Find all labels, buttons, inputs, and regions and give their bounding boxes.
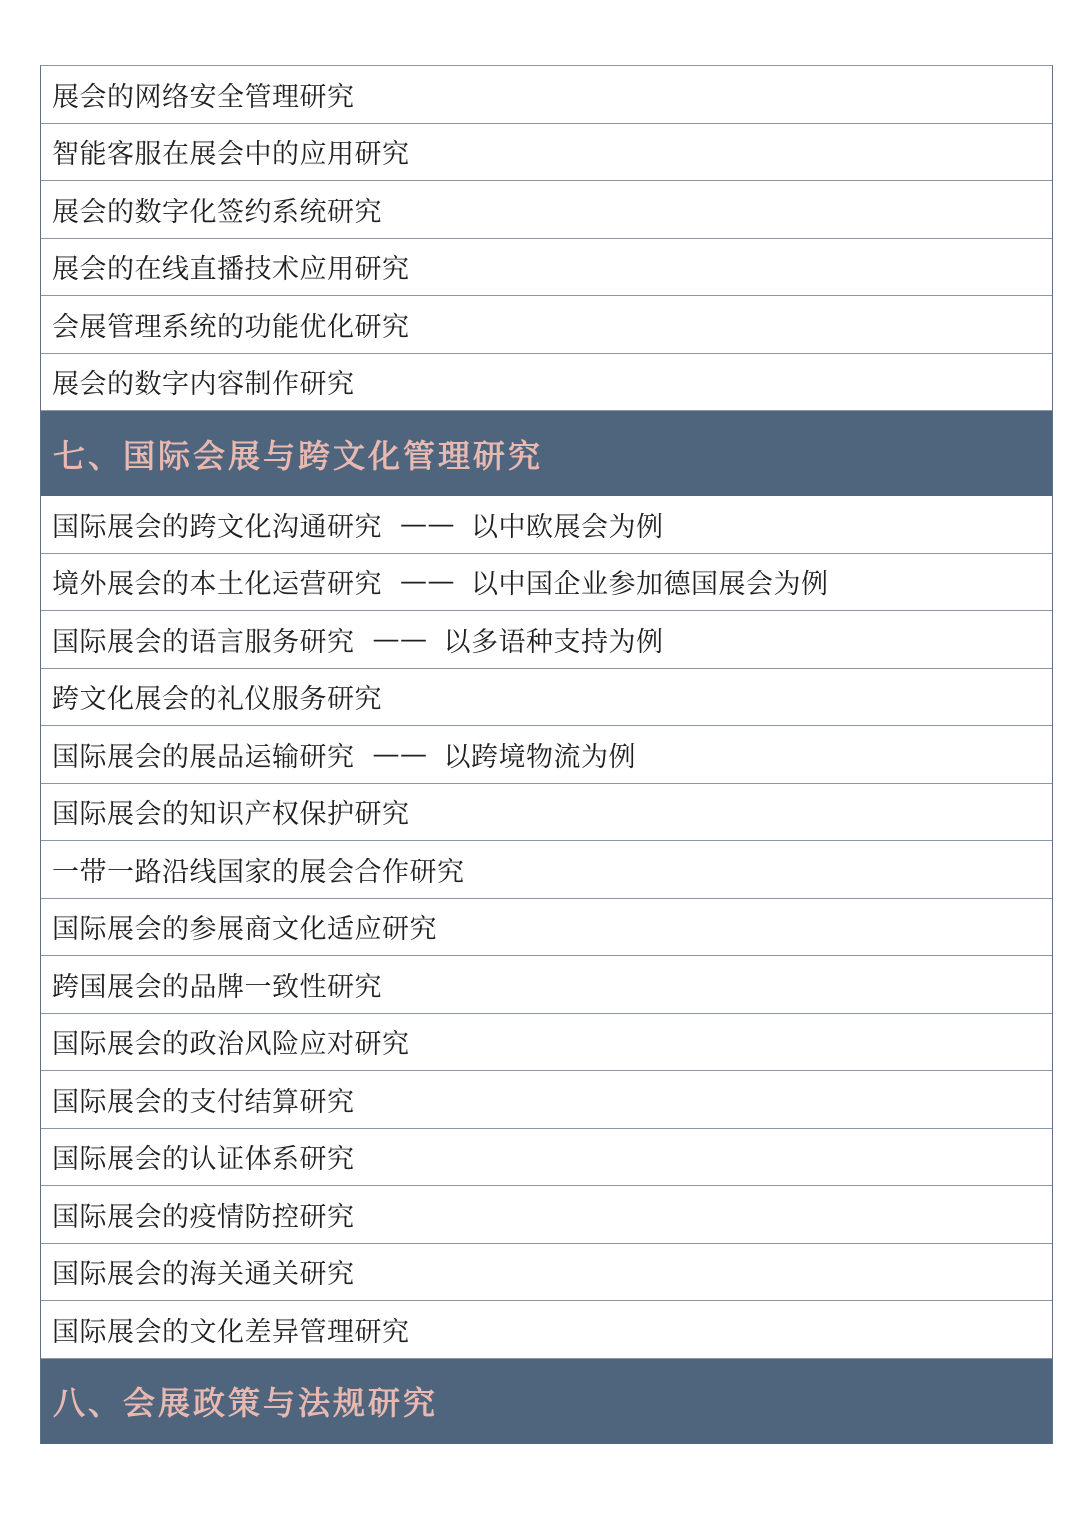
row-dash: —— xyxy=(372,623,428,655)
row-text: 展会的数字内容制作研究 xyxy=(52,369,355,401)
row-text: 展会的网络安全管理研究 xyxy=(52,81,355,113)
row-text: 跨文化展会的礼仪服务研究 xyxy=(52,684,382,716)
table-row xyxy=(41,296,1052,354)
row-text: 国际展会的支付结算研究 xyxy=(52,1086,355,1118)
row-text: 国际展会的跨文化沟通研究 xyxy=(52,511,382,543)
row-text: 国际展会的知识产权保护研究 xyxy=(52,799,410,831)
row-text: 跨国展会的品牌一致性研究 xyxy=(52,971,382,1003)
row-dash: —— xyxy=(372,738,428,770)
table-row xyxy=(41,1244,1052,1302)
table-row xyxy=(41,784,1052,842)
table-row xyxy=(41,354,1052,412)
row-text: 国际展会的参展商文化适应研究 xyxy=(52,914,437,946)
table-row xyxy=(41,841,1052,899)
row-text: 国际展会的展品运输研究 xyxy=(52,741,355,773)
row-dash: —— xyxy=(400,566,455,598)
section-title: 八、会展政策与法规研究 xyxy=(53,1384,439,1422)
topics-table xyxy=(40,65,1053,1444)
table-row xyxy=(41,899,1052,957)
row-example: 以中国企业参加德国展会为例 xyxy=(471,569,829,601)
row-example: 以跨境物流为例 xyxy=(443,741,636,773)
row-text: 国际展会的政治风险应对研究 xyxy=(52,1029,410,1061)
rows-group-top xyxy=(41,66,1052,411)
row-example: 以多语种支持为例 xyxy=(443,626,664,658)
rows-group-section7 xyxy=(41,496,1052,1359)
table-row xyxy=(41,66,1052,124)
table-row xyxy=(41,124,1052,182)
table-row xyxy=(41,611,1052,669)
table-row xyxy=(41,956,1052,1014)
row-text: 智能客服在展会中的应用研究 xyxy=(52,139,410,171)
table-row xyxy=(41,726,1052,784)
table-row xyxy=(41,239,1052,297)
table-row xyxy=(41,1071,1052,1129)
row-text: 会展管理系统的功能优化研究 xyxy=(52,311,410,343)
table-row xyxy=(41,181,1052,239)
table-row xyxy=(41,1301,1052,1359)
section-title: 七、国际会展与跨文化管理研究 xyxy=(53,436,544,475)
table-row xyxy=(41,496,1052,554)
row-text: 国际展会的认证体系研究 xyxy=(52,1144,355,1176)
table-row xyxy=(41,1014,1052,1072)
row-example: 以中欧展会为例 xyxy=(471,511,664,543)
table-row xyxy=(41,1186,1052,1244)
row-text: 国际展会的疫情防控研究 xyxy=(52,1201,355,1233)
table-row xyxy=(41,669,1052,727)
row-text: 展会的数字化签约系统研究 xyxy=(52,196,382,228)
section-header-7 xyxy=(41,411,1052,496)
table-row xyxy=(41,554,1052,612)
row-text: 国际展会的海关通关研究 xyxy=(52,1259,355,1291)
row-dash: —— xyxy=(400,508,455,540)
row-text: 国际展会的语言服务研究 xyxy=(52,626,355,658)
row-text: 国际展会的文化差异管理研究 xyxy=(52,1316,410,1348)
table-row xyxy=(41,1129,1052,1187)
row-text: 境外展会的本土化运营研究 xyxy=(52,569,382,601)
section-header-8 xyxy=(41,1359,1052,1444)
row-text: 展会的在线直播技术应用研究 xyxy=(52,254,410,286)
row-text: 一带一路沿线国家的展会合作研究 xyxy=(52,856,465,888)
